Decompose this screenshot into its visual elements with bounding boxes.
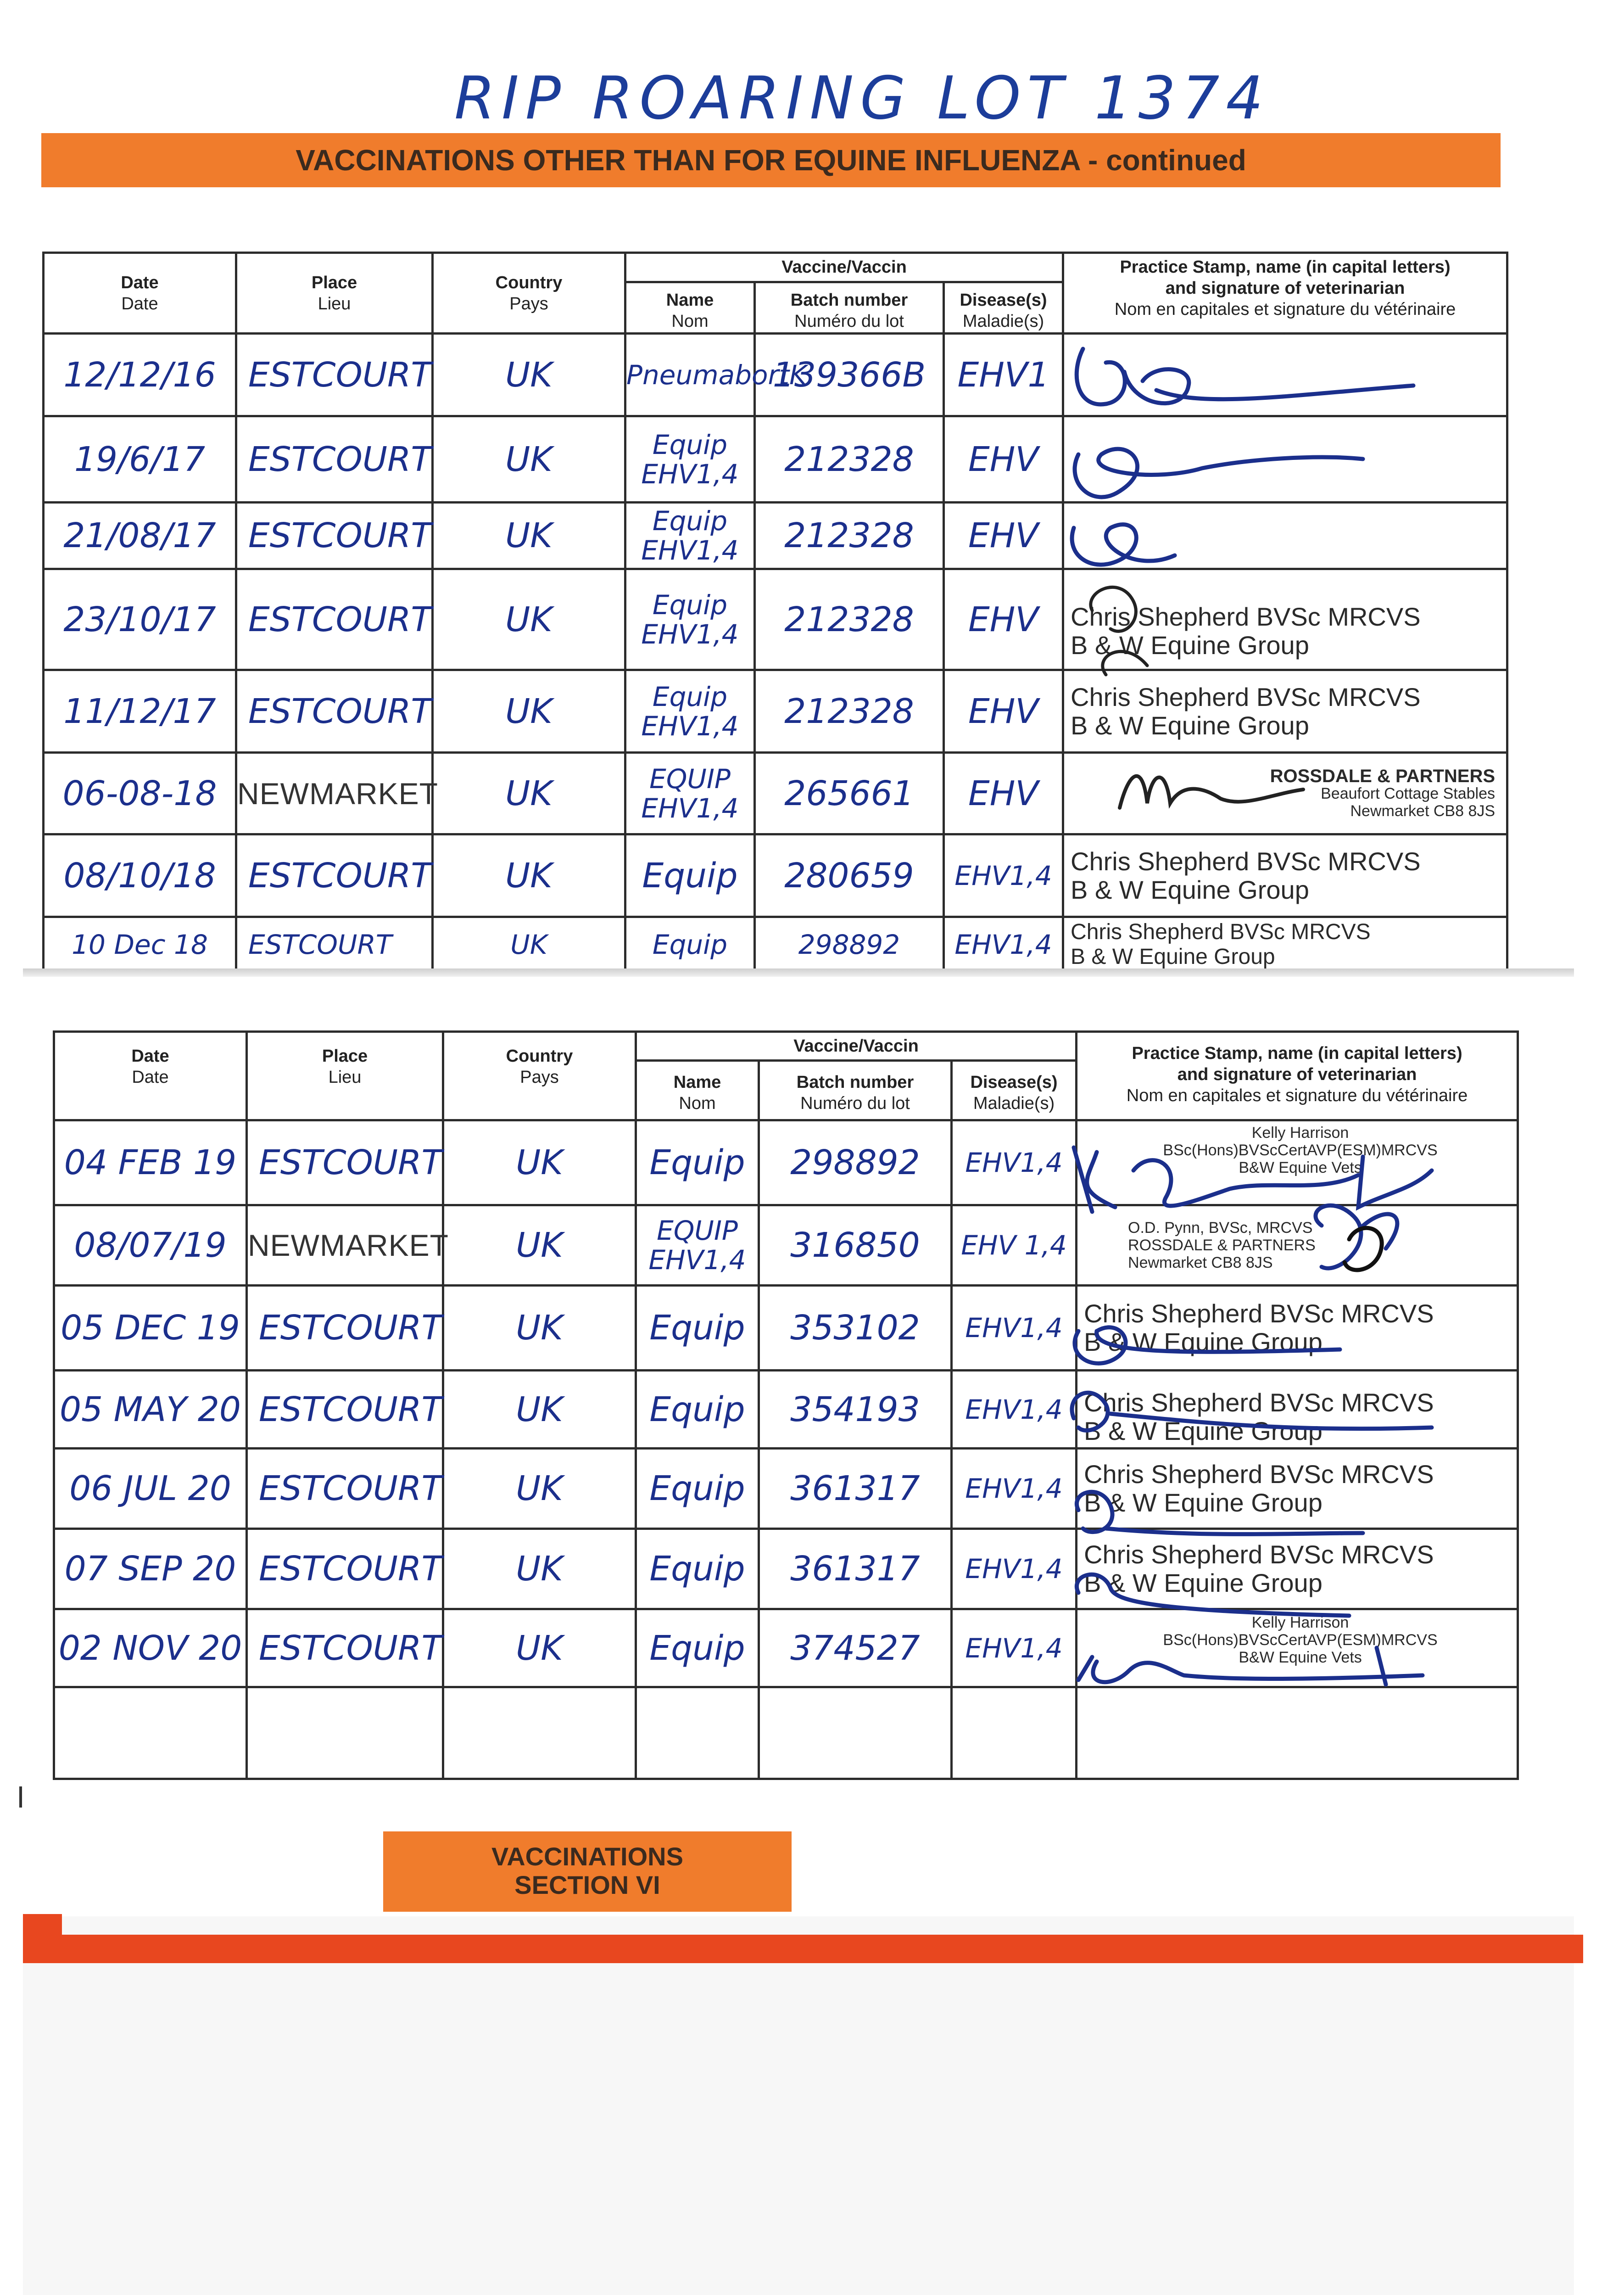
vaccine-name-cell: Equip EHV1,4 [625, 503, 755, 569]
batch-cell: 298892 [755, 917, 944, 972]
header-place: Place Lieu [236, 253, 433, 334]
country-cell: UK [433, 670, 625, 753]
table-row [44, 416, 1507, 503]
place-cell: ESTCOURT [247, 1609, 443, 1687]
vaccine-name-cell: Equip EHV1,4 [625, 670, 755, 753]
place-cell: ESTCOURT [236, 334, 433, 416]
place-cell: ESTCOURT [236, 503, 433, 569]
date-cell: 07 SEP 20 [54, 1529, 247, 1609]
table-row [44, 503, 1507, 569]
disease-cell: EHV [944, 753, 1063, 834]
date-cell: 05 DEC 19 [54, 1286, 247, 1371]
disease-cell: EHV [944, 503, 1063, 569]
header-batch: Batch number Numéro du lot [759, 1061, 952, 1120]
header-country: Country Pays [433, 253, 625, 334]
batch-cell: 361317 [759, 1529, 952, 1609]
vaccine-name-cell: Equip [636, 1286, 759, 1371]
header-vaccine: Vaccine/Vaccin [636, 1032, 1077, 1061]
empty-cell [636, 1687, 759, 1779]
vet-stamp-cell: Chris Shepherd BVSc MRCVS B & W Equine Group [1077, 1286, 1518, 1371]
disease-cell: EHV1,4 [952, 1609, 1077, 1687]
date-cell: 06 JUL 20 [54, 1449, 247, 1529]
section-banner: VACCINATIONS OTHER THAN FOR EQUINE INFLUENZA - continued [41, 133, 1501, 187]
vet-stamp-cell: Chris Shepherd BVSc MRCVS B & W Equine Group [1077, 1529, 1518, 1609]
margin-mark [19, 1786, 22, 1808]
page-bottom-rule [23, 1935, 1583, 1963]
empty-cell [759, 1687, 952, 1779]
batch-cell: 298892 [759, 1120, 952, 1205]
table-row [44, 834, 1507, 917]
table-row [44, 569, 1507, 670]
table-row [44, 753, 1507, 834]
vet-stamp-cell [1063, 503, 1507, 569]
header-practice: Practice Stamp, name (in capital letters) and signature of veterinarian Nom en capitales et signature du vétérinaire [1077, 1032, 1518, 1120]
batch-cell: 212328 [755, 503, 944, 569]
vaccine-name-cell: EQUIP EHV1,4 [625, 753, 755, 834]
country-cell: UK [433, 569, 625, 670]
date-cell: 19/6/17 [44, 416, 236, 503]
country-cell: UK [433, 917, 625, 972]
vet-stamp-cell: Chris Shepherd BVSc MRCVS B & W Equine Group [1063, 917, 1507, 972]
header-name: Name Nom [636, 1061, 759, 1120]
vet-stamp-cell: O.D. Pynn, BVSc, MRCVS ROSSDALE & PARTNERS Newmarket CB8 8JS [1077, 1205, 1518, 1286]
empty-cell [1077, 1687, 1518, 1779]
vet-stamp-cell: Chris Shepherd BVSc MRCVS B & W Equine Group [1077, 1371, 1518, 1449]
disease-cell: EHV1,4 [952, 1371, 1077, 1449]
batch-cell: 374527 [759, 1609, 952, 1687]
table-row [54, 1609, 1518, 1687]
disease-cell: EHV1,4 [952, 1529, 1077, 1609]
vet-stamp-cell: Chris Shepherd BVSc MRCVS B & W Equine Group [1063, 670, 1507, 753]
header-name: Name Nom [625, 282, 755, 334]
country-cell: UK [433, 334, 625, 416]
country-cell: UK [443, 1609, 636, 1687]
header-vaccine: Vaccine/Vaccin [625, 253, 1063, 282]
batch-cell: 212328 [755, 670, 944, 753]
header-batch: Batch number Numéro du lot [755, 282, 944, 334]
disease-cell: EHV 1,4 [952, 1205, 1077, 1286]
vaccine-name-cell: Equip [625, 917, 755, 972]
empty-cell [54, 1687, 247, 1779]
table-row [44, 334, 1507, 416]
header-country: Country Pays [443, 1032, 636, 1120]
place-cell: ESTCOURT [247, 1286, 443, 1371]
table-row [54, 1371, 1518, 1449]
vaccine-name-cell: Equip [636, 1449, 759, 1529]
disease-cell: EHV1,4 [944, 917, 1063, 972]
table-row [54, 1529, 1518, 1609]
vaccine-name-cell: Equip EHV1,4 [625, 416, 755, 503]
country-cell: UK [443, 1205, 636, 1286]
date-cell: 10 Dec 18 [44, 917, 236, 972]
vaccine-name-cell: Equip [636, 1609, 759, 1687]
batch-cell: 361317 [759, 1449, 952, 1529]
disease-cell: EHV1,4 [952, 1449, 1077, 1529]
empty-cell [443, 1687, 636, 1779]
country-cell: UK [443, 1449, 636, 1529]
disease-cell: EHV [944, 670, 1063, 753]
batch-cell: 212328 [755, 416, 944, 503]
table-row [44, 670, 1507, 753]
place-cell: ESTCOURT [247, 1120, 443, 1205]
date-cell: 08/10/18 [44, 834, 236, 917]
vet-stamp-cell: Chris Shepherd BVSc MRCVS B & W Equine Group [1063, 834, 1507, 917]
disease-cell: EHV [944, 569, 1063, 670]
disease-cell: EHV1,4 [952, 1120, 1077, 1205]
header-date: Date Date [44, 253, 236, 334]
date-cell: 05 MAY 20 [54, 1371, 247, 1449]
date-cell: 12/12/16 [44, 334, 236, 416]
handwritten-title: RIP ROARING LOT 1374 [454, 64, 1270, 133]
country-cell: UK [443, 1529, 636, 1609]
table-row [54, 1205, 1518, 1286]
vet-stamp-cell [1063, 334, 1507, 416]
disease-cell: EHV1,4 [952, 1286, 1077, 1371]
vaccination-table-bottom [53, 1030, 1519, 1780]
date-cell: 11/12/17 [44, 670, 236, 753]
date-cell: 08/07/19 [54, 1205, 247, 1286]
vet-stamp-cell [1063, 416, 1507, 503]
banner-line: SECTION VI [514, 1870, 660, 1899]
empty-cell [952, 1687, 1077, 1779]
batch-cell: 212328 [755, 569, 944, 670]
disease-cell: EHV1,4 [944, 834, 1063, 917]
country-cell: UK [443, 1286, 636, 1371]
date-cell: 04 FEB 19 [54, 1120, 247, 1205]
header-disease: Disease(s) Maladie(s) [952, 1061, 1077, 1120]
place-cell: ESTCOURT [247, 1371, 443, 1449]
vaccine-name-cell: Equip [636, 1120, 759, 1205]
country-cell: UK [433, 834, 625, 917]
vaccination-table-top [42, 252, 1508, 973]
country-cell: UK [433, 753, 625, 834]
date-cell: 06-08-18 [44, 753, 236, 834]
header-disease: Disease(s) Maladie(s) [944, 282, 1063, 334]
vet-stamp-cell: Chris Shepherd BVSc MRCVS B & W Equine Group [1077, 1449, 1518, 1529]
vet-stamp-cell: Chris Shepherd BVSc MRCVS B & W Equine Group [1063, 569, 1507, 670]
vaccine-name-cell: Equip EHV1,4 [625, 569, 755, 670]
vet-stamp-cell: Kelly Harrison BSc(Hons)BVScCertAVP(ESM)MRCVS B&W Equine Vets [1077, 1609, 1518, 1687]
vaccine-name-cell: PneumabortK [625, 334, 755, 416]
table-row [44, 917, 1507, 972]
country-cell: UK [433, 503, 625, 569]
table-row [54, 1286, 1518, 1371]
header-place: Place Lieu [247, 1032, 443, 1120]
section-banner-bottom [383, 1831, 792, 1912]
disease-cell: EHV1 [944, 334, 1063, 416]
batch-cell: 265661 [755, 753, 944, 834]
vaccine-name-cell: Equip [636, 1371, 759, 1449]
date-cell: 23/10/17 [44, 569, 236, 670]
place-cell: NEWMARKET [247, 1205, 443, 1286]
place-cell: ESTCOURT [247, 1529, 443, 1609]
header-date: Date Date [54, 1032, 247, 1120]
country-cell: UK [443, 1371, 636, 1449]
place-cell: ESTCOURT [236, 416, 433, 503]
vaccine-name-cell: EQUIP EHV1,4 [636, 1205, 759, 1286]
disease-cell: EHV [944, 416, 1063, 503]
place-cell: ESTCOURT [236, 834, 433, 917]
country-cell: UK [443, 1120, 636, 1205]
vet-stamp-cell: Kelly Harrison BSc(Hons)BVScCertAVP(ESM)MRCVS B&W Equine Vets [1077, 1120, 1518, 1205]
batch-cell: 139366B [755, 334, 944, 416]
batch-cell: 353102 [759, 1286, 952, 1371]
date-cell: 21/08/17 [44, 503, 236, 569]
place-cell: NEWMARKET [236, 753, 433, 834]
vaccine-name-cell: Equip [625, 834, 755, 917]
date-cell: 02 NOV 20 [54, 1609, 247, 1687]
place-cell: ESTCOURT [247, 1449, 443, 1529]
vaccine-name-cell: Equip [636, 1529, 759, 1609]
vet-stamp-cell: ROSSDALE & PARTNERS Beaufort Cottage Stables Newmarket CB8 8JS [1063, 753, 1507, 834]
place-cell: ESTCOURT [236, 917, 433, 972]
batch-cell: 354193 [759, 1371, 952, 1449]
header-practice: Practice Stamp, name (in capital letters) and signature of veterinarian Nom en capitales et signature du vétérinaire [1063, 253, 1507, 334]
table-row-empty [54, 1687, 1518, 1779]
empty-cell [247, 1687, 443, 1779]
page-overlap-shadow [23, 968, 1574, 977]
banner-line: VACCINATIONS [491, 1842, 683, 1871]
table-row [54, 1120, 1518, 1205]
place-cell: ESTCOURT [236, 670, 433, 753]
place-cell: ESTCOURT [236, 569, 433, 670]
table-row [54, 1449, 1518, 1529]
country-cell: UK [433, 416, 625, 503]
batch-cell: 280659 [755, 834, 944, 917]
batch-cell: 316850 [759, 1205, 952, 1286]
